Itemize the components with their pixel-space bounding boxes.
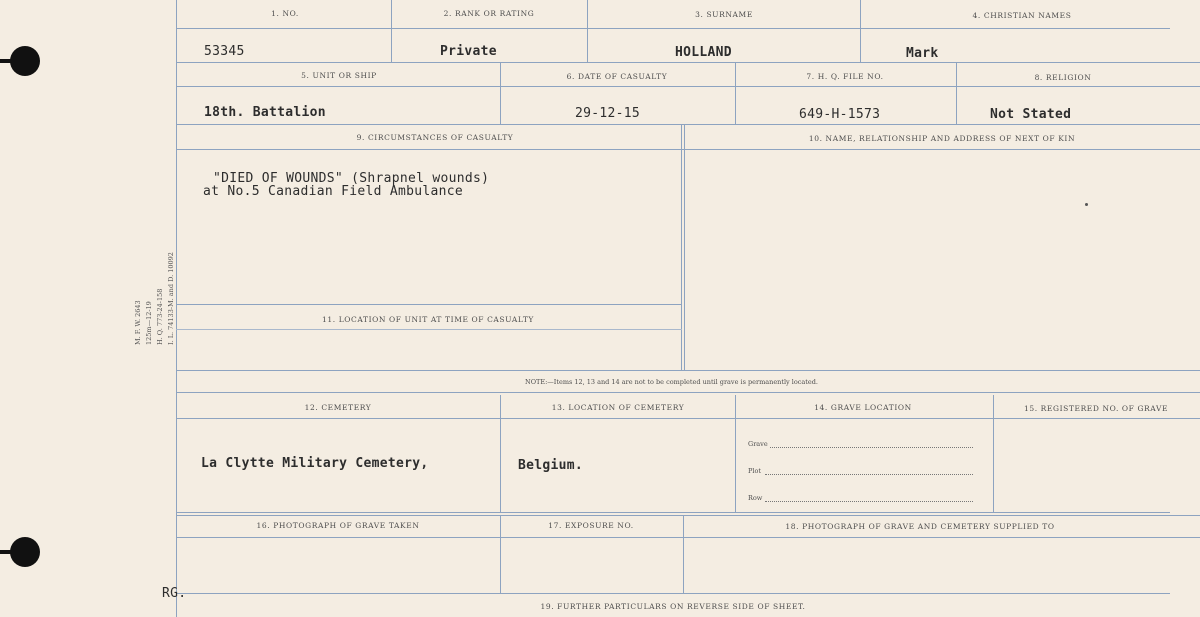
rule — [176, 537, 1200, 538]
rule — [176, 392, 1200, 393]
service-number: 53345 — [204, 44, 245, 59]
left-border — [176, 0, 177, 617]
registered-no-label: 15. REGISTERED NO. OF GRAVE — [1023, 404, 1169, 413]
divider — [500, 395, 501, 512]
pen-mark — [1085, 203, 1088, 206]
divider — [735, 395, 736, 512]
rule — [176, 515, 1200, 516]
no-label: 1. NO. — [271, 9, 299, 18]
unit-label: 5. UNIT OR SHIP — [301, 71, 377, 80]
grave-field-label: Grave — [748, 440, 768, 448]
location-of-cemetery-label: 13. LOCATION OF CEMETERY — [551, 403, 685, 412]
rule — [176, 370, 1200, 371]
row-field-label: Row — [748, 494, 763, 502]
file-no-value: 649-H-1573 — [799, 107, 881, 122]
rule — [176, 28, 1170, 29]
cemetery-label: 12. CEMETERY — [304, 403, 372, 412]
side-print-line4: I. L. 74133-M. and D. 10092 — [167, 252, 175, 345]
unit-value: 18th. Battalion — [204, 105, 326, 120]
divider — [993, 395, 994, 512]
date-value: 29-12-15 — [575, 106, 641, 121]
divider — [500, 515, 501, 593]
circumstances-line2: at No.5 Canadian Field Ambulance — [203, 184, 464, 199]
side-print-line2: 125m—12-19 — [145, 301, 153, 345]
binder-hole-bottom — [10, 537, 40, 567]
rule — [176, 124, 1200, 125]
location-of-unit-label: 11. LOCATION OF UNIT AT TIME OF CASUALTY — [322, 315, 534, 324]
next-of-kin-label: 10. NAME, RELATIONSHIP AND ADDRESS OF NEXT OF KIN — [808, 134, 1076, 143]
divider — [500, 62, 501, 124]
rule — [176, 304, 682, 305]
further-particulars-label: 19. FURTHER PARTICULARS ON REVERSE SIDE OF SHEET. — [540, 602, 806, 611]
rule — [176, 329, 682, 330]
photograph-taken-label: 16. PHOTOGRAPH OF GRAVE TAKEN — [256, 521, 420, 530]
divider — [860, 0, 861, 62]
surname-label: 3. SURNAME — [695, 10, 753, 19]
photograph-supplied-label: 18. PHOTOGRAPH OF GRAVE AND CEMETERY SUPPLIED TO — [785, 522, 1055, 531]
divider — [391, 0, 392, 62]
circumstances-line1: "DIED OF WOUNDS" (Shrapnel wounds) — [213, 171, 490, 186]
exposure-no-label: 17. EXPOSURE NO. — [548, 521, 634, 530]
divider — [956, 62, 957, 124]
plot-field-line — [765, 474, 973, 475]
location-of-cemetery-value: Belgium. — [518, 458, 584, 473]
religion-label: 8. RELIGION — [1034, 73, 1092, 82]
rule — [176, 86, 1200, 87]
side-print — [133, 252, 177, 345]
divider — [683, 515, 684, 593]
cemetery-value: La Clytte Military Cemetery, — [201, 456, 429, 471]
religion-value: Not Stated — [990, 107, 1072, 122]
rank-value: Private — [440, 44, 497, 59]
christian-name-value: Mark — [906, 46, 939, 61]
side-print-line3: H. Q. 773-24-158 — [156, 288, 164, 345]
surname-value: HOLLAND — [675, 45, 732, 60]
rule — [176, 62, 1200, 63]
date-label: 6. DATE OF CASUALTY — [566, 72, 668, 81]
christian-names-label: 4. CHRISTIAN NAMES — [972, 11, 1072, 20]
side-print-line1: M. F. W. 2643 — [134, 300, 142, 345]
grave-field-line — [770, 447, 973, 448]
rule — [176, 593, 1170, 594]
rule — [176, 149, 1200, 150]
grave-location-label: 14. GRAVE LOCATION — [814, 403, 912, 412]
divider — [681, 124, 682, 370]
plot-field-label: Plot — [748, 467, 761, 475]
row-field-line — [765, 501, 973, 502]
file-no-label: 7. H. Q. FILE NO. — [806, 72, 884, 81]
note: NOTE:—Items 12, 13 and 14 are not to be completed until grave is permanently located. — [525, 378, 818, 386]
rule — [176, 512, 1170, 513]
binder-hole-top — [10, 46, 40, 76]
divider — [735, 62, 736, 124]
rank-label: 2. RANK OR RATING — [443, 9, 535, 18]
rule — [176, 418, 1200, 419]
divider — [684, 124, 685, 370]
divider — [587, 0, 588, 62]
rg-mark: RG. — [162, 586, 187, 601]
circumstances-label: 9. CIRCUMSTANCES OF CASUALTY — [356, 133, 514, 142]
